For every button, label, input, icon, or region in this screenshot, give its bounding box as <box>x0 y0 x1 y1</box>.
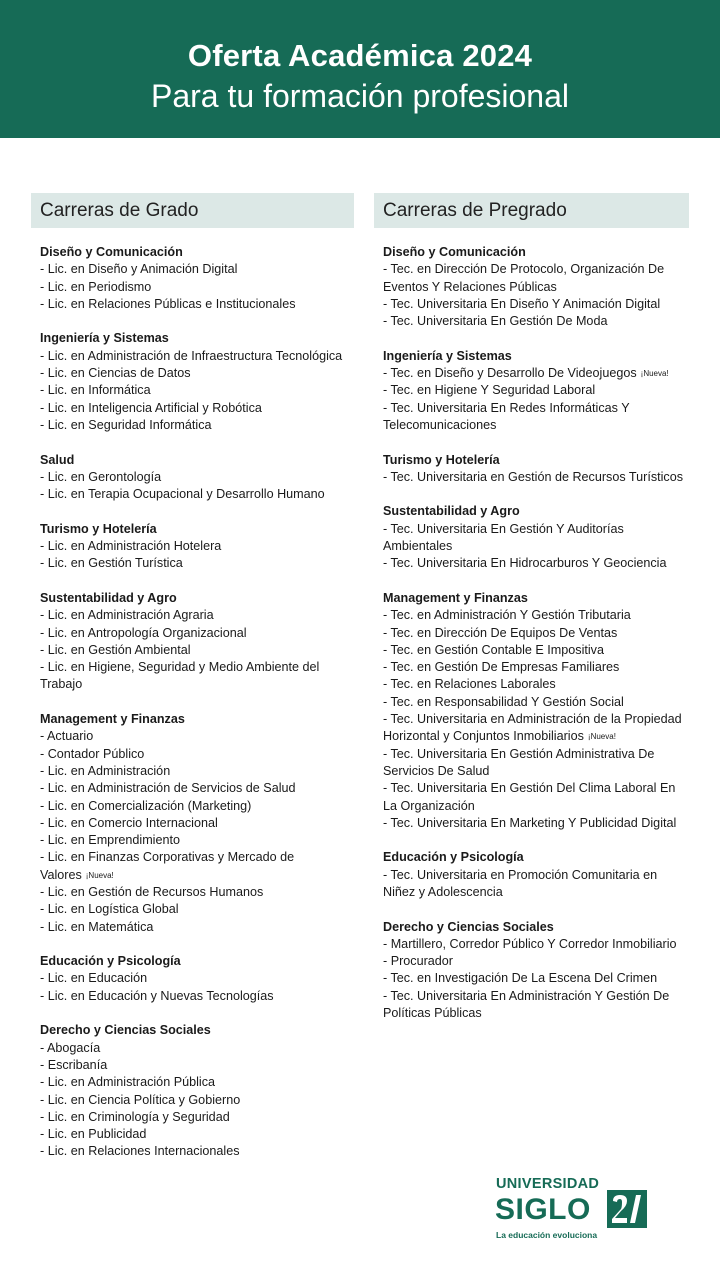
program-item <box>40 607 354 624</box>
program-item <box>40 901 354 918</box>
program-name: - Lic. en Educación <box>40 971 148 986</box>
program-item <box>383 313 689 330</box>
grado-list <box>31 228 354 1161</box>
program-name: - Lic. en Administración de Infraestructura Tecnológica <box>40 348 343 363</box>
logo-21-mark <box>607 1190 647 1228</box>
program-name: - Tec. Universitaria En Gestión De Moda <box>383 314 608 329</box>
program-name: - Tec. en Responsabilidad Y Gestión Social <box>383 694 624 709</box>
program-item <box>40 486 354 503</box>
program-name: - Tec. Universitaria En Gestión Del Clima Laboral En La Organización <box>383 781 676 813</box>
program-section <box>40 452 354 504</box>
program-name: - Tec. Universitaria En Marketing Y Publicidad Digital <box>383 815 677 830</box>
program-item <box>383 555 689 572</box>
new-badge: ¡Nueva! <box>85 870 114 880</box>
program-item <box>383 521 689 556</box>
program-name: - Lic. en Finanzas Corporativas y Mercado de Valores <box>40 850 295 882</box>
program-section <box>383 849 689 901</box>
program-item <box>40 417 354 434</box>
grado-column <box>31 193 354 1178</box>
program-item <box>40 538 354 555</box>
program-name: - Lic. en Antropología Organizacional <box>40 625 247 640</box>
university-logo <box>496 1176 656 1246</box>
section-title: Management y Finanzas <box>383 590 528 605</box>
program-name: - Tec. Universitaria En Hidrocarburos Y Geociencia <box>383 556 667 571</box>
program-name: - Lic. en Gerontología <box>40 469 162 484</box>
program-name: - Abogacía <box>40 1040 101 1055</box>
program-item <box>40 849 354 884</box>
section-title: Turismo y Hotelería <box>40 521 157 536</box>
program-section <box>383 503 689 572</box>
program-item <box>40 746 354 763</box>
program-item <box>383 694 689 711</box>
section-title: Educación y Psicología <box>40 954 181 969</box>
program-item <box>383 607 689 624</box>
grado-heading: Carreras de Grado <box>31 193 354 228</box>
program-item <box>40 1074 354 1091</box>
program-item <box>40 832 354 849</box>
program-name: - Lic. en Administración <box>40 763 171 778</box>
program-item <box>383 625 689 642</box>
program-item <box>40 815 354 832</box>
program-section <box>40 244 354 313</box>
program-item <box>383 676 689 693</box>
program-item <box>383 642 689 659</box>
program-name: - Martillero, Corredor Público Y Corredor Inmobiliario <box>383 936 677 951</box>
program-item <box>40 659 354 694</box>
program-item <box>40 763 354 780</box>
program-item <box>40 296 354 313</box>
program-item <box>383 382 689 399</box>
program-item <box>383 815 689 832</box>
program-name: - Lic. en Matemática <box>40 919 154 934</box>
program-section <box>383 348 689 434</box>
program-name: - Tec. Universitaria En Gestión Administrativa De Servicios De Salud <box>383 746 655 778</box>
section-title: Ingeniería y Sistemas <box>383 348 512 363</box>
section-title: Diseño y Comunicación <box>383 245 526 259</box>
program-item <box>383 970 689 987</box>
new-badge: ¡Nueva! <box>640 369 669 379</box>
program-name: - Lic. en Terapia Ocupacional y Desarrollo Humano <box>40 487 325 502</box>
program-item <box>40 261 354 278</box>
header-banner <box>0 0 720 138</box>
program-item <box>383 867 689 902</box>
program-name: - Tec. en Investigación De La Escena Del Crimen <box>383 971 658 986</box>
program-item <box>40 1109 354 1126</box>
program-name: - Lic. en Logística Global <box>40 902 179 917</box>
program-name: - Tec. Universitaria En Gestión Y Auditorías Ambientales <box>383 521 624 554</box>
program-section <box>383 244 689 330</box>
section-title: Ingeniería y Sistemas <box>40 331 169 346</box>
program-item <box>40 348 354 365</box>
program-name: - Lic. en Comercio Internacional <box>40 815 218 830</box>
program-section <box>40 711 354 936</box>
program-name: - Lic. en Informática <box>40 383 151 398</box>
program-item <box>383 988 689 1023</box>
program-name: - Lic. en Diseño y Animación Digital <box>40 262 238 277</box>
program-item <box>40 382 354 399</box>
program-item <box>40 919 354 936</box>
page-title: Oferta Académica 2024 <box>187 38 533 73</box>
section-title: Turismo y Hotelería <box>383 452 500 467</box>
program-name: - Lic. en Emprendimiento <box>40 833 180 848</box>
program-item <box>40 1143 354 1160</box>
program-item <box>383 659 689 676</box>
program-name: - Lic. en Inteligencia Artificial y Robótica <box>40 400 262 415</box>
program-item <box>40 1040 354 1057</box>
program-item <box>40 988 354 1005</box>
program-item <box>383 365 689 382</box>
program-item <box>40 1057 354 1074</box>
program-name: - Tec. en Administración Y Gestión Tributaria <box>383 608 631 623</box>
program-item <box>40 1092 354 1109</box>
program-name: - Lic. en Comercialización (Marketing) <box>40 798 252 813</box>
program-item <box>383 746 689 781</box>
page-subtitle: Para tu formación profesional <box>151 78 569 114</box>
program-name: - Tec. en Gestión Contable E Impositiva <box>383 642 604 657</box>
program-name: - Lic. en Administración Agraria <box>40 608 214 623</box>
program-name: - Tec. en Dirección De Equipos De Ventas <box>383 625 618 640</box>
section-title: Sustentabilidad y Agro <box>40 590 177 605</box>
program-name: - Tec. en Relaciones Laborales <box>383 677 556 692</box>
new-badge: ¡Nueva! <box>587 732 616 742</box>
program-name: - Lic. en Seguridad Informática <box>40 417 212 432</box>
program-item <box>40 1126 354 1143</box>
program-name: - Lic. en Gestión Turística <box>40 556 183 571</box>
program-name: - Procurador <box>383 954 453 969</box>
program-name: - Tec. en Dirección De Protocolo, Organización De Eventos Y Relaciones Públicas <box>383 262 665 294</box>
program-section <box>383 919 689 1023</box>
program-section <box>383 452 689 487</box>
section-title: Derecho y Ciencias Sociales <box>40 1023 211 1038</box>
program-name: - Tec. en Higiene Y Seguridad Laboral <box>383 383 596 398</box>
program-section <box>40 590 354 694</box>
program-name: - Lic. en Periodismo <box>40 279 152 294</box>
program-name: - Tec. Universitaria En Redes Informáticas Y Telecomunicaciones <box>383 400 630 432</box>
program-name: - Lic. en Gestión Ambiental <box>40 642 191 657</box>
program-section <box>40 330 354 434</box>
program-item <box>383 469 689 486</box>
program-name: - Tec. Universitaria en Promoción Comunitaria en Niñez y Adolescencia <box>383 867 658 899</box>
section-title: Salud <box>40 452 75 467</box>
pregrado-heading: Carreras de Pregrado <box>374 193 689 228</box>
program-name: - Lic. en Relaciones Públicas e Institucionales <box>40 296 296 311</box>
program-name: - Escribanía <box>40 1057 108 1072</box>
program-name: - Contador Público <box>40 746 145 761</box>
program-name: - Lic. en Administración Hotelera <box>40 539 222 554</box>
program-name: - Lic. en Administración Pública <box>40 1075 215 1090</box>
program-item <box>40 400 354 417</box>
section-title: Diseño y Comunicación <box>40 245 183 259</box>
program-section <box>383 590 689 832</box>
program-item <box>40 625 354 642</box>
logo-tagline: La educación evoluciona <box>496 1230 598 1240</box>
program-name: - Tec. Universitaria en Administración de la Propiedad Horizontal y Conjuntos Inmobiliarios <box>383 712 682 744</box>
program-item <box>383 261 689 296</box>
program-item <box>40 970 354 987</box>
program-item <box>383 953 689 970</box>
program-name: - Lic. en Ciencias de Datos <box>40 366 191 381</box>
program-item <box>40 642 354 659</box>
program-item <box>40 884 354 901</box>
program-item <box>383 780 689 815</box>
pregrado-column <box>374 193 689 1040</box>
program-name: - Tec. en Diseño y Desarrollo De Videojuegos <box>383 366 637 381</box>
program-item <box>40 728 354 745</box>
program-section <box>40 1022 354 1160</box>
program-name: - Tec. Universitaria En Diseño Y Animación Digital <box>383 296 661 311</box>
program-item <box>383 400 689 435</box>
program-name: - Actuario <box>40 729 94 744</box>
program-item <box>383 296 689 313</box>
section-title: Educación y Psicología <box>383 850 524 865</box>
program-item <box>383 936 689 953</box>
program-name: - Lic. en Higiene, Seguridad y Medio Ambiente del Trabajo <box>40 660 320 692</box>
program-item <box>40 279 354 296</box>
logo-line1: UNIVERSIDAD <box>496 1176 600 1192</box>
logo-line2: SIGLO <box>495 1193 591 1226</box>
program-name: - Lic. en Relaciones Internacionales <box>40 1144 240 1159</box>
section-title: Management y Finanzas <box>40 712 185 727</box>
program-name: - Lic. en Educación y Nuevas Tecnologías <box>40 988 274 1003</box>
program-name: - Lic. en Publicidad <box>40 1127 147 1142</box>
program-section <box>40 953 354 1005</box>
program-item <box>40 780 354 797</box>
program-name: - Lic. en Gestión de Recursos Humanos <box>40 884 264 899</box>
program-name: - Tec. en Gestión De Empresas Familiares <box>383 660 620 675</box>
program-item <box>40 555 354 572</box>
program-section <box>40 521 354 573</box>
program-item <box>383 711 689 746</box>
section-title: Sustentabilidad y Agro <box>383 504 520 519</box>
program-item <box>40 365 354 382</box>
pregrado-list <box>374 228 689 1022</box>
program-name: - Lic. en Ciencia Política y Gobierno <box>40 1092 241 1107</box>
section-title: Derecho y Ciencias Sociales <box>383 919 554 934</box>
program-name: - Tec. Universitaria En Administración Y Gestión De Políticas Públicas <box>383 988 670 1021</box>
program-name: - Lic. en Criminología y Seguridad <box>40 1109 230 1124</box>
program-item <box>40 469 354 486</box>
program-item <box>40 798 354 815</box>
program-name: - Lic. en Administración de Servicios de Salud <box>40 781 296 796</box>
program-name: - Tec. Universitaria en Gestión de Recursos Turísticos <box>383 469 684 484</box>
